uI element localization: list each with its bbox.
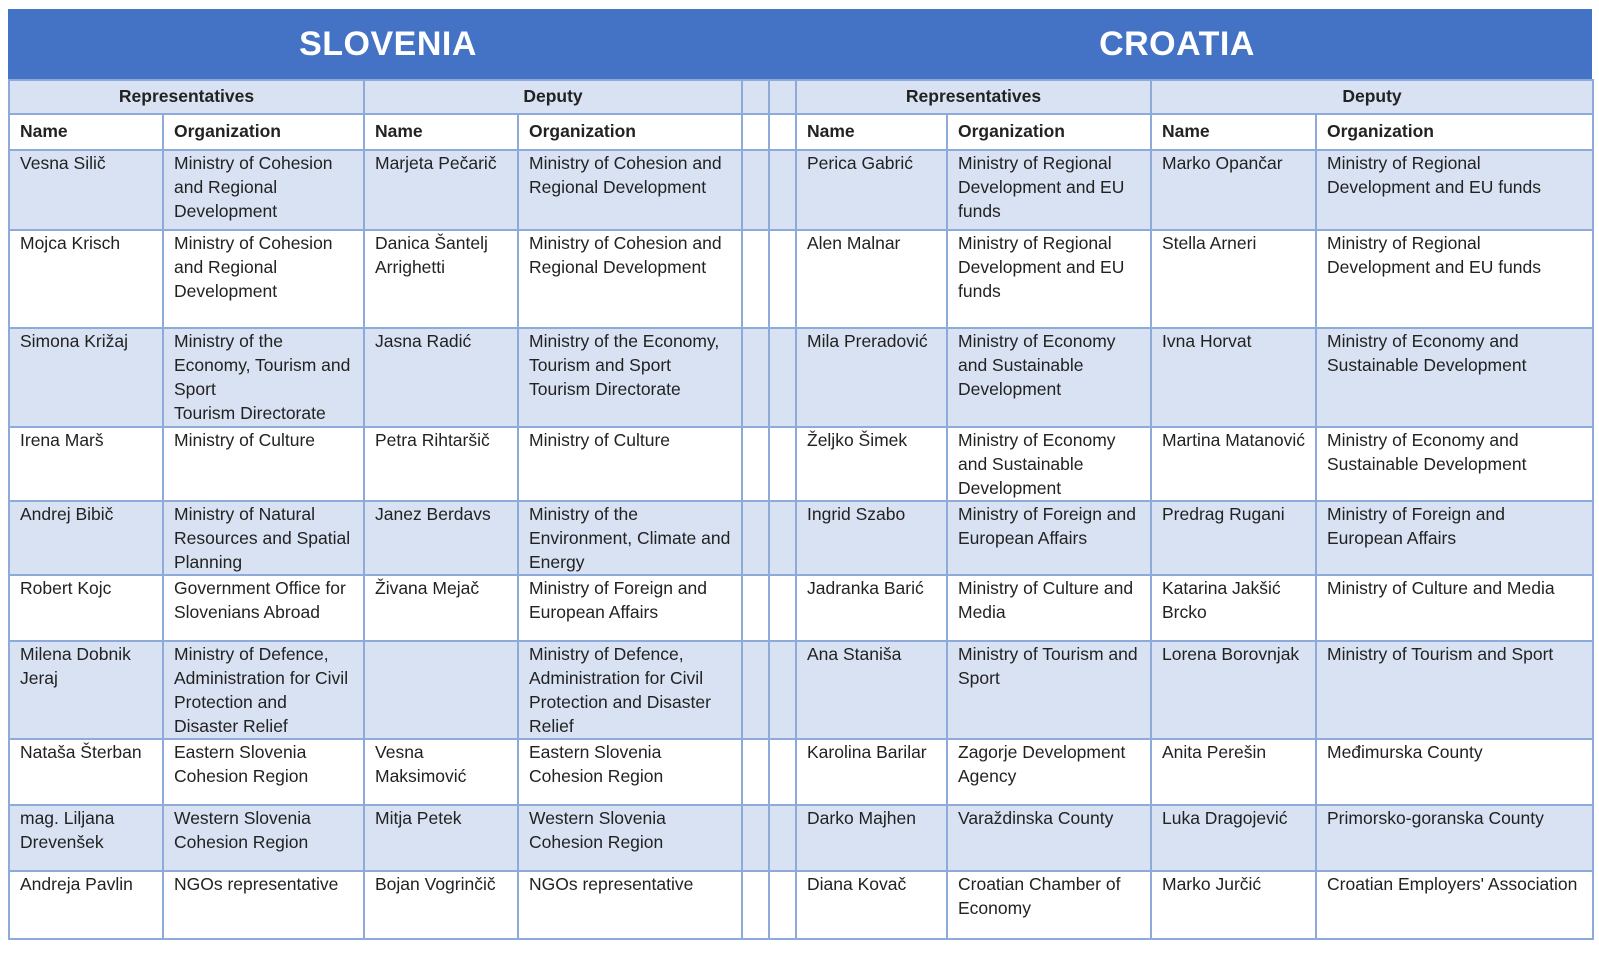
si-rep-org-cell: Ministry of Culture bbox=[163, 427, 364, 501]
spacer-cell bbox=[769, 501, 796, 575]
table-row bbox=[9, 871, 1593, 939]
spacer-cell bbox=[742, 739, 769, 805]
spacer-cell bbox=[769, 230, 796, 328]
hr-rep-name-cell: Mila Preradović bbox=[796, 328, 947, 427]
hr-dep-org-cell: Ministry of Tourism and Sport bbox=[1316, 641, 1593, 739]
hr-dep-name-cell: Anita Perešin bbox=[1151, 739, 1316, 805]
hr-dep-org-cell: Ministry of Regional Development and EU funds bbox=[1316, 150, 1593, 230]
hr-dep-name-cell: Ivna Horvat bbox=[1151, 328, 1316, 427]
hr-rep-org-cell: Ministry of Culture and Media bbox=[947, 575, 1151, 641]
table-row bbox=[9, 739, 1593, 805]
si-dep-name-cell: Jasna Radić bbox=[364, 328, 518, 427]
hr-rep-org-cell: Ministry of Foreign and European Affairs bbox=[947, 501, 1151, 575]
hr-rep-org-header: Organization bbox=[947, 114, 1151, 150]
si-dep-name-cell: Živana Mejač bbox=[364, 575, 518, 641]
spacer-cell bbox=[769, 641, 796, 739]
si-dep-org-cell: Ministry of the Environment, Climate and Energy bbox=[518, 501, 742, 575]
hr-dep-name-cell: Marko Jurčić bbox=[1151, 871, 1316, 939]
si-rep-name-cell: Milena Dobnik Jeraj bbox=[9, 641, 163, 739]
si-rep-name-header: Name bbox=[9, 114, 163, 150]
hr-dep-name-cell: Luka Dragojević bbox=[1151, 805, 1316, 871]
si-dep-name-cell: Marjeta Pečarič bbox=[364, 150, 518, 230]
si-rep-name-cell: Vesna Silič bbox=[9, 150, 163, 230]
hr-rep-name-cell: Željko Šimek bbox=[796, 427, 947, 501]
spacer-cell bbox=[769, 114, 796, 150]
si-dep-org-header: Organization bbox=[518, 114, 742, 150]
hr-rep-org-cell: Ministry of Regional Development and EU funds bbox=[947, 230, 1151, 328]
spacer-cell bbox=[769, 427, 796, 501]
si-dep-name-cell: Janez Berdavs bbox=[364, 501, 518, 575]
hr-rep-org-cell: Ministry of Regional Development and EU funds bbox=[947, 150, 1151, 230]
si-rep-org-cell: Ministry of Defence, Administration for Civil Protection and Disaster Relief bbox=[163, 641, 364, 739]
si-rep-name-cell: mag. Liljana Drevenšek bbox=[9, 805, 163, 871]
hr-deputy-header: Deputy bbox=[1151, 80, 1593, 114]
hr-rep-org-cell: Ministry of Economy and Sustainable Development bbox=[947, 328, 1151, 427]
table-row bbox=[9, 501, 1593, 575]
column-header-row bbox=[9, 114, 1593, 150]
spacer-cell bbox=[742, 230, 769, 328]
si-rep-org-cell: Government Office for Slovenians Abroad bbox=[163, 575, 364, 641]
si-rep-name-cell: Nataša Šterban bbox=[9, 739, 163, 805]
hr-rep-org-cell: Ministry of Economy and Sustainable Development bbox=[947, 427, 1151, 501]
spacer-cell bbox=[742, 641, 769, 739]
table-row bbox=[9, 328, 1593, 427]
si-rep-org-cell: Ministry of Cohesion and Regional Development bbox=[163, 150, 364, 230]
croatia-title: CROATIA bbox=[1099, 24, 1255, 63]
table-row bbox=[9, 641, 1593, 739]
hr-dep-org-cell: Ministry of Regional Development and EU funds bbox=[1316, 230, 1593, 328]
si-rep-org-cell: NGOs representative bbox=[163, 871, 364, 939]
hr-dep-org-header: Organization bbox=[1316, 114, 1593, 150]
si-dep-org-cell: Western Slovenia Cohesion Region bbox=[518, 805, 742, 871]
hr-dep-name-cell: Marko Opančar bbox=[1151, 150, 1316, 230]
hr-rep-name-cell: Jadranka Barić bbox=[796, 575, 947, 641]
table-row bbox=[9, 805, 1593, 871]
spacer-cell bbox=[769, 575, 796, 641]
hr-rep-org-cell: Ministry of Tourism and Sport bbox=[947, 641, 1151, 739]
hr-rep-name-cell: Karolina Barilar bbox=[796, 739, 947, 805]
spacer-cell bbox=[742, 427, 769, 501]
hr-dep-org-cell: Primorsko-goranska County bbox=[1316, 805, 1593, 871]
si-rep-org-cell: Ministry of Natural Resources and Spatial Planning bbox=[163, 501, 364, 575]
spacer-cell bbox=[769, 739, 796, 805]
si-dep-org-cell: Ministry of Cohesion and Regional Development bbox=[518, 150, 742, 230]
si-dep-org-cell: Ministry of Cohesion and Regional Development bbox=[518, 230, 742, 328]
spacer-cell bbox=[769, 150, 796, 230]
slovenia-header bbox=[8, 9, 768, 79]
si-rep-org-cell: Eastern Slovenia Cohesion Region bbox=[163, 739, 364, 805]
hr-rep-name-cell: Darko Majhen bbox=[796, 805, 947, 871]
group-header-row bbox=[9, 80, 1593, 114]
si-deputy-header: Deputy bbox=[364, 80, 742, 114]
hr-dep-org-cell: Ministry of Economy and Sustainable Development bbox=[1316, 328, 1593, 427]
si-dep-org-cell: Ministry of Foreign and European Affairs bbox=[518, 575, 742, 641]
si-rep-org-cell: Ministry of the Economy, Tourism and Sport Tourism Directorate bbox=[163, 328, 364, 427]
hr-rep-org-cell: Varaždinska County bbox=[947, 805, 1151, 871]
hr-rep-name-cell: Ingrid Szabo bbox=[796, 501, 947, 575]
hr-representatives-header: Representatives bbox=[796, 80, 1151, 114]
si-rep-org-cell: Western Slovenia Cohesion Region bbox=[163, 805, 364, 871]
hr-rep-name-cell: Alen Malnar bbox=[796, 230, 947, 328]
spacer-cell bbox=[742, 114, 769, 150]
hr-dep-name-cell: Predrag Rugani bbox=[1151, 501, 1316, 575]
hr-rep-org-cell: Croatian Chamber of Economy bbox=[947, 871, 1151, 939]
si-rep-name-cell: Robert Kojc bbox=[9, 575, 163, 641]
si-rep-org-cell: Ministry of Cohesion and Regional Development bbox=[163, 230, 364, 328]
spacer-cell bbox=[742, 150, 769, 230]
table-row bbox=[9, 150, 1593, 230]
hr-dep-org-cell: Međimurska County bbox=[1316, 739, 1593, 805]
spacer-cell bbox=[769, 80, 796, 114]
hr-dep-name-cell: Katarina Jakšić Brcko bbox=[1151, 575, 1316, 641]
spacer-cell bbox=[742, 501, 769, 575]
si-dep-name-cell bbox=[364, 641, 518, 739]
members-table bbox=[8, 79, 1594, 940]
table-row bbox=[9, 575, 1593, 641]
si-dep-name-cell: Bojan Vogrinčič bbox=[364, 871, 518, 939]
hr-rep-name-header: Name bbox=[796, 114, 947, 150]
si-rep-name-cell: Andreja Pavlin bbox=[9, 871, 163, 939]
si-representatives-header: Representatives bbox=[9, 80, 364, 114]
si-dep-org-cell: Ministry of Culture bbox=[518, 427, 742, 501]
croatia-header bbox=[768, 9, 1592, 79]
si-rep-org-header: Organization bbox=[163, 114, 364, 150]
hr-rep-org-cell: Zagorje Development Agency bbox=[947, 739, 1151, 805]
si-dep-name-cell: Vesna Maksimović bbox=[364, 739, 518, 805]
si-dep-name-header: Name bbox=[364, 114, 518, 150]
spacer-cell bbox=[769, 871, 796, 939]
spacer-cell bbox=[742, 328, 769, 427]
hr-dep-org-cell: Ministry of Foreign and European Affairs bbox=[1316, 501, 1593, 575]
hr-dep-org-cell: Ministry of Culture and Media bbox=[1316, 575, 1593, 641]
si-dep-org-cell: NGOs representative bbox=[518, 871, 742, 939]
spacer-cell bbox=[742, 805, 769, 871]
spacer-cell bbox=[769, 805, 796, 871]
hr-rep-name-cell: Perica Gabrić bbox=[796, 150, 947, 230]
hr-dep-org-cell: Ministry of Economy and Sustainable Development bbox=[1316, 427, 1593, 501]
si-dep-org-cell: Ministry of Defence, Administration for Civil Protection and Disaster Relief bbox=[518, 641, 742, 739]
si-rep-name-cell: Irena Marš bbox=[9, 427, 163, 501]
spacer-cell bbox=[742, 871, 769, 939]
hr-dep-org-cell: Croatian Employers' Association bbox=[1316, 871, 1593, 939]
spacer-cell bbox=[742, 80, 769, 114]
spacer-cell bbox=[769, 328, 796, 427]
si-dep-name-cell: Petra Rihtaršič bbox=[364, 427, 518, 501]
hr-dep-name-cell: Stella Arneri bbox=[1151, 230, 1316, 328]
table-row bbox=[9, 427, 1593, 501]
si-rep-name-cell: Simona Križaj bbox=[9, 328, 163, 427]
si-dep-org-cell: Eastern Slovenia Cohesion Region bbox=[518, 739, 742, 805]
si-dep-name-cell: Mitja Petek bbox=[364, 805, 518, 871]
hr-rep-name-cell: Diana Kovač bbox=[796, 871, 947, 939]
spacer-cell bbox=[742, 575, 769, 641]
slovenia-title: SLOVENIA bbox=[299, 24, 477, 63]
hr-dep-name-cell: Lorena Borovnjak bbox=[1151, 641, 1316, 739]
si-rep-name-cell: Andrej Bibič bbox=[9, 501, 163, 575]
si-dep-org-cell: Ministry of the Economy, Tourism and Sport Tourism Directorate bbox=[518, 328, 742, 427]
si-rep-name-cell: Mojca Krisch bbox=[9, 230, 163, 328]
si-dep-name-cell: Danica Šantelj Arrighetti bbox=[364, 230, 518, 328]
hr-dep-name-header: Name bbox=[1151, 114, 1316, 150]
hr-rep-name-cell: Ana Staniša bbox=[796, 641, 947, 739]
hr-dep-name-cell: Martina Matanović bbox=[1151, 427, 1316, 501]
table-row bbox=[9, 230, 1593, 328]
